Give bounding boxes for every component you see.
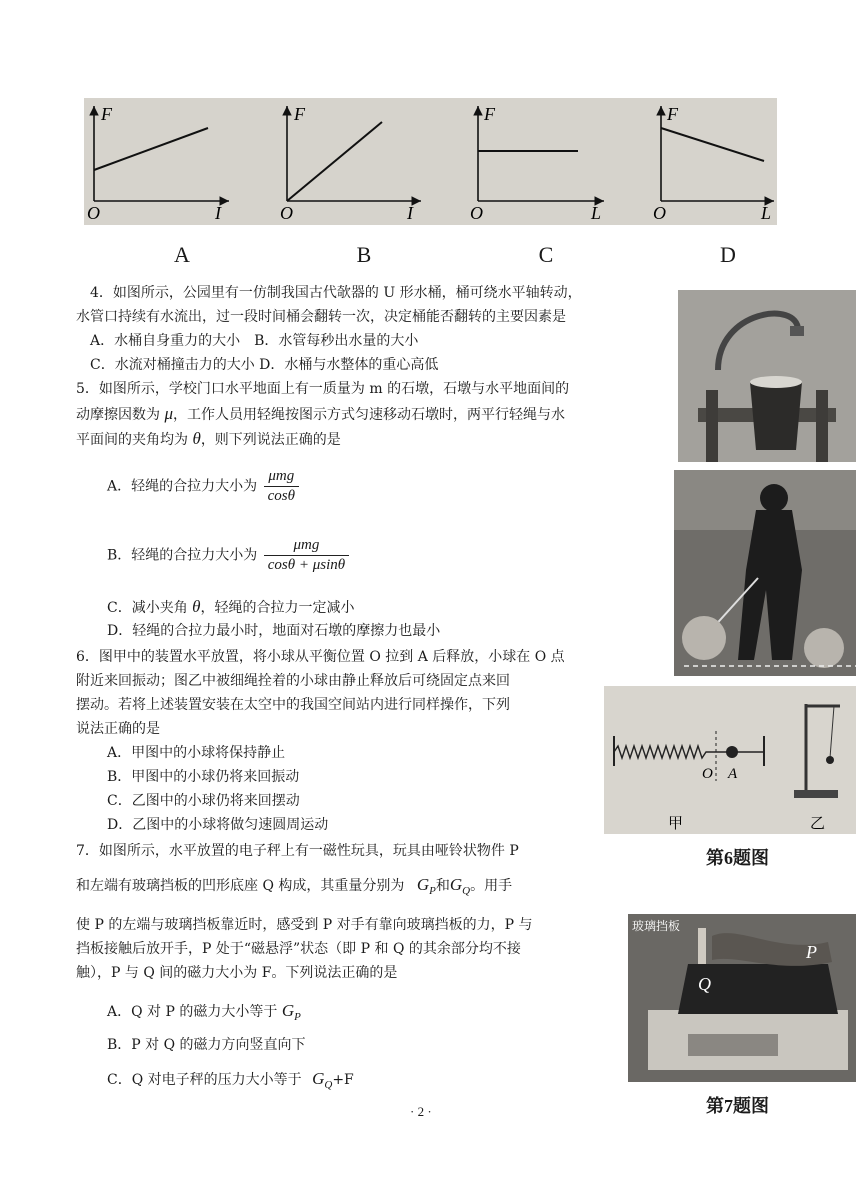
choice-label-d: D — [720, 242, 736, 267]
graph-a-line — [94, 128, 208, 170]
figure-7-caption: 第7题图 — [706, 1096, 769, 1116]
graph-b-y-label: F — [294, 104, 305, 124]
q6-option-b: B．甲图中的小球仍将来回振动 — [107, 769, 300, 785]
q5-line2 — [76, 403, 565, 426]
graph-d — [653, 104, 774, 223]
q4-line2: 水管口持续有水流出，过一段时间桶会翻转一次，决定桶能否翻转的主要因素是 — [76, 309, 566, 325]
graph-b-x-label: I — [407, 203, 413, 223]
mu-symbol: μ — [164, 404, 173, 423]
graph-a-y-label: F — [101, 104, 112, 124]
stone-pull-photo-svg — [674, 470, 856, 676]
q6-line3: 摆动。若将上述装置安装在太空中的我国空间站内进行同样操作，下列 — [76, 697, 510, 713]
q7-line2-end: 。用手 — [470, 878, 513, 894]
q7-line1: 7．如图所示，水平放置的电子秤上有一磁性玩具，玩具由哑铃状物件 P — [76, 843, 519, 859]
q7-and: 和 — [435, 878, 450, 894]
gq-letter: G — [312, 1069, 325, 1088]
gp-letter: G — [281, 1001, 295, 1020]
q7-option-a-text: A．Q 对 P 的磁力大小等于 — [107, 1004, 278, 1020]
graph-b-origin: O — [280, 203, 293, 223]
q6-line4: 说法正确的是 — [76, 721, 160, 737]
gq-letter: G — [449, 875, 463, 894]
q5-line3-end: ，则下列说法正确的是 — [200, 432, 341, 448]
fraction-denominator: cosθ — [267, 488, 295, 504]
q5-line2-start: 动摩擦因数为 — [76, 407, 160, 423]
gp-subscript: P — [294, 1011, 301, 1023]
answer-graphs-strip — [84, 98, 777, 225]
graph-c — [470, 104, 604, 223]
gp-subscript: P — [429, 885, 436, 897]
choice-label-c: C — [538, 242, 554, 267]
q7-option-b: B．P 对 Q 的磁力方向竖直向下 — [107, 1037, 306, 1053]
graph-c-origin: O — [470, 203, 483, 223]
bucket-photo-svg — [678, 290, 856, 462]
spring — [614, 746, 764, 758]
q5-line1: 5．如图所示，学校门口水平地面上有一质量为 m 的石墩，石墩与水平地面间的 — [76, 381, 570, 397]
gq-symbol — [449, 875, 471, 897]
q5-line2-end: ，工作人员用轻绳按图示方式匀速移动石墩时，两平行轻绳与水 — [173, 407, 565, 423]
graphs-svg — [84, 98, 777, 225]
gq-subscript: Q — [462, 885, 471, 897]
q7-line5: 触），P 与 Q 间的磁力大小为 F。下列说法正确的是 — [76, 965, 398, 981]
q5-option-c-end: ，轻绳的合拉力一定减小 — [200, 600, 355, 616]
theta-symbol: θ — [192, 597, 201, 616]
gp-letter: G — [416, 875, 430, 894]
q7-line2 — [76, 874, 512, 902]
q4-option-cd: C．水流对桶撞击力的大小 D．水桶与水整体的重心高低 — [90, 357, 439, 373]
q5-option-d: D．轻绳的合拉力最小时，地面对石墩的摩擦力也最小 — [107, 623, 441, 639]
graph-d-y-label: F — [667, 104, 678, 124]
theta-symbol: θ — [192, 429, 201, 448]
q7-option-c — [107, 1068, 354, 1096]
fig7-label-p: P — [806, 942, 817, 962]
choice-label-b: B — [356, 242, 372, 267]
q5-option-a — [107, 468, 299, 505]
fig7-label-q: Q — [698, 974, 711, 994]
bucket-photo — [678, 290, 856, 462]
q7-option-c-tail: +F — [332, 1072, 354, 1088]
graph-a-x-label: I — [215, 203, 221, 223]
stone-pull-photo — [674, 470, 856, 676]
graph-a-origin: O — [87, 203, 100, 223]
gq-symbol — [312, 1069, 333, 1091]
graph-d-origin: O — [653, 203, 666, 223]
q7-line4: 挡板接触后放开手，P 处于“磁悬浮”状态（即 P 和 Q 的其余部分均不接 — [76, 941, 521, 957]
q7-line2-start: 和左端有玻璃挡板的凹形底座 Q 构成，其重量分别为 — [76, 878, 405, 894]
graph-b-line — [287, 122, 382, 201]
fig6-label-jia: 甲 — [668, 814, 684, 832]
q5-option-b-text: B．轻绳的合拉力大小为 — [107, 547, 258, 564]
q6-line2: 附近来回振动；图乙中被细绳拴着的小球由静止释放后可绕固定点来回 — [76, 673, 510, 689]
q5-line3 — [76, 428, 341, 451]
q4-option-ab: A．水桶自身重力的大小 B．水管每秒出水量的大小 — [90, 333, 419, 349]
fraction-numerator: μmg — [264, 537, 349, 556]
page-number: · 2 · — [410, 1104, 432, 1119]
figure-7-svg — [628, 914, 856, 1082]
fraction-numerator: μmg — [264, 468, 299, 487]
q5-line3-start: 平面间的夹角均为 — [76, 432, 188, 448]
fig6-label-yi: 乙 — [810, 814, 826, 832]
choice-label-a: A — [174, 242, 190, 267]
graph-d-line — [661, 128, 764, 161]
q4-line1: 4．如图所示，公园里有一仿制我国古代欹器的 U 形水桶，桶可绕水平轴转动， — [90, 285, 582, 301]
figure-7-photo — [628, 914, 856, 1082]
q7-option-c-text: C．Q 对电子秤的压力大小等于 — [107, 1072, 302, 1088]
fig6-label-a: A — [728, 766, 738, 782]
q5-option-a-text: A．轻绳的合拉力大小为 — [107, 478, 258, 495]
q7-option-a — [107, 1000, 301, 1028]
q5-option-b — [107, 537, 349, 574]
q5-option-b-fraction — [264, 537, 349, 574]
q6-line1: 6．图甲中的装置水平放置，将小球从平衡位置 O 拉到 A 后释放，小球在 O 点 — [76, 649, 565, 665]
q5-option-a-fraction — [264, 468, 299, 505]
fraction-denominator: cosθ + μsinθ — [267, 557, 346, 573]
q7-line3: 使 P 的左端与玻璃挡板靠近时，感受到 P 对手有靠向玻璃挡板的力，P 与 — [76, 917, 533, 933]
figure-6 — [604, 686, 856, 834]
gq-subscript: Q — [324, 1079, 333, 1091]
fig6-label-o: O — [702, 766, 713, 782]
gp-symbol — [281, 1001, 301, 1023]
pendulum-ball — [826, 756, 834, 764]
q6-option-c: C．乙图中的小球仍将来回摆动 — [107, 793, 300, 809]
ball-a — [726, 746, 738, 758]
q5-option-c — [107, 596, 355, 619]
graph-b — [280, 104, 421, 223]
fig7-label-glass: 玻璃挡板 — [632, 919, 681, 933]
gp-symbol — [416, 875, 436, 897]
figure-6-svg — [604, 686, 856, 834]
graph-c-y-label: F — [484, 104, 495, 124]
graph-d-x-label: L — [761, 203, 772, 223]
q5-option-c-start: C．减小夹角 — [107, 600, 188, 616]
figure-6-caption: 第6题图 — [706, 848, 769, 868]
graph-a — [87, 104, 229, 223]
q6-option-d: D．乙图中的小球将做匀速圆周运动 — [107, 817, 329, 833]
graph-c-x-label: L — [591, 203, 602, 223]
q6-option-a: A．甲图中的小球将保持静止 — [107, 745, 286, 761]
